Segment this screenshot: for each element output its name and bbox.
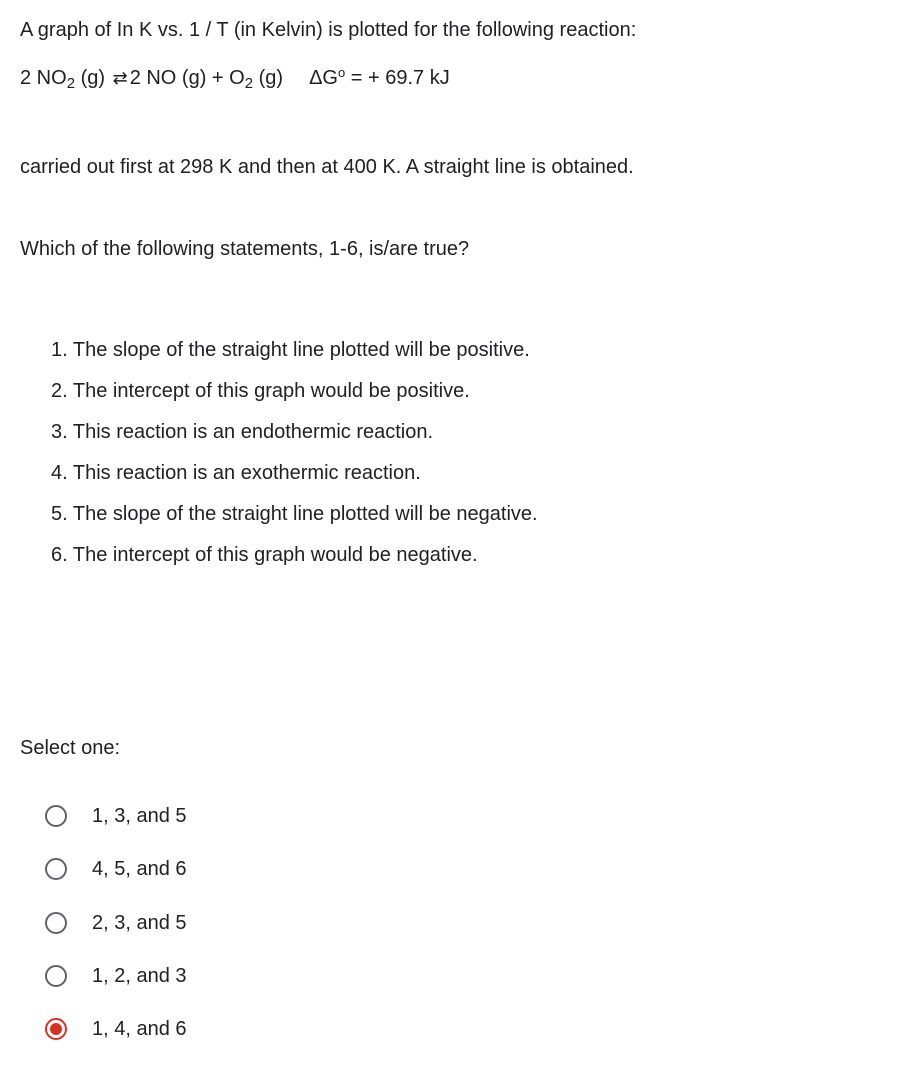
reaction-conditions: carried out first at 298 K and then at 400 K. A straight line is obtained. [20,156,634,178]
answer-option-label: 1, 2, and 3 [92,965,187,987]
radio-button[interactable] [45,912,67,934]
question-intro: A graph of In K vs. 1 / T (in Kelvin) is plotted for the following reaction: [20,19,637,41]
reaction-equation [20,66,450,90]
radio-selected-dot [50,1023,62,1035]
delta-g-value: = + 69.7 kJ [345,67,450,89]
product-state: (g) [253,67,284,89]
delta-g-superscript: o [337,65,346,80]
reactant: 2 NO [20,67,67,89]
answer-option-label: 4, 5, and 6 [92,858,187,880]
statement-item: 2. The intercept of this graph would be positive. [51,380,470,402]
statement-item: 3. This reaction is an endothermic reaction. [51,421,434,443]
answer-option-4[interactable] [45,962,187,990]
radio-button-selected[interactable] [45,1018,67,1040]
statement-item: 6. The intercept of this graph would be negative. [51,544,478,566]
question-prompt: Which of the following statements, 1-6, is/are true? [20,238,470,260]
reactant-state: (g) [75,67,106,89]
reactant-subscript: 2 [66,75,76,92]
radio-button[interactable] [45,858,67,880]
answer-option-2[interactable] [45,855,187,883]
answer-option-label: 2, 3, and 5 [92,912,187,934]
radio-button[interactable] [45,805,67,827]
answer-option-1[interactable] [45,802,187,830]
statement-item: 1. The slope of the straight line plotted will be positive. [51,339,530,361]
delta-g-label: ΔG [309,67,338,89]
select-one-label: Select one: [20,737,121,759]
product-subscript: 2 [244,75,254,92]
answer-option-3[interactable] [45,909,187,937]
products: 2 NO (g) + O [129,67,245,89]
statement-item: 4. This reaction is an exothermic reaction. [51,462,421,484]
answer-option-5[interactable] [45,1015,187,1043]
answer-option-label: 1, 3, and 5 [92,805,187,827]
equilibrium-arrows-icon: ⇄ [112,68,128,88]
statement-item: 5. The slope of the straight line plotted will be negative. [51,503,538,525]
answer-option-label: 1, 4, and 6 [92,1018,187,1040]
radio-button[interactable] [45,965,67,987]
